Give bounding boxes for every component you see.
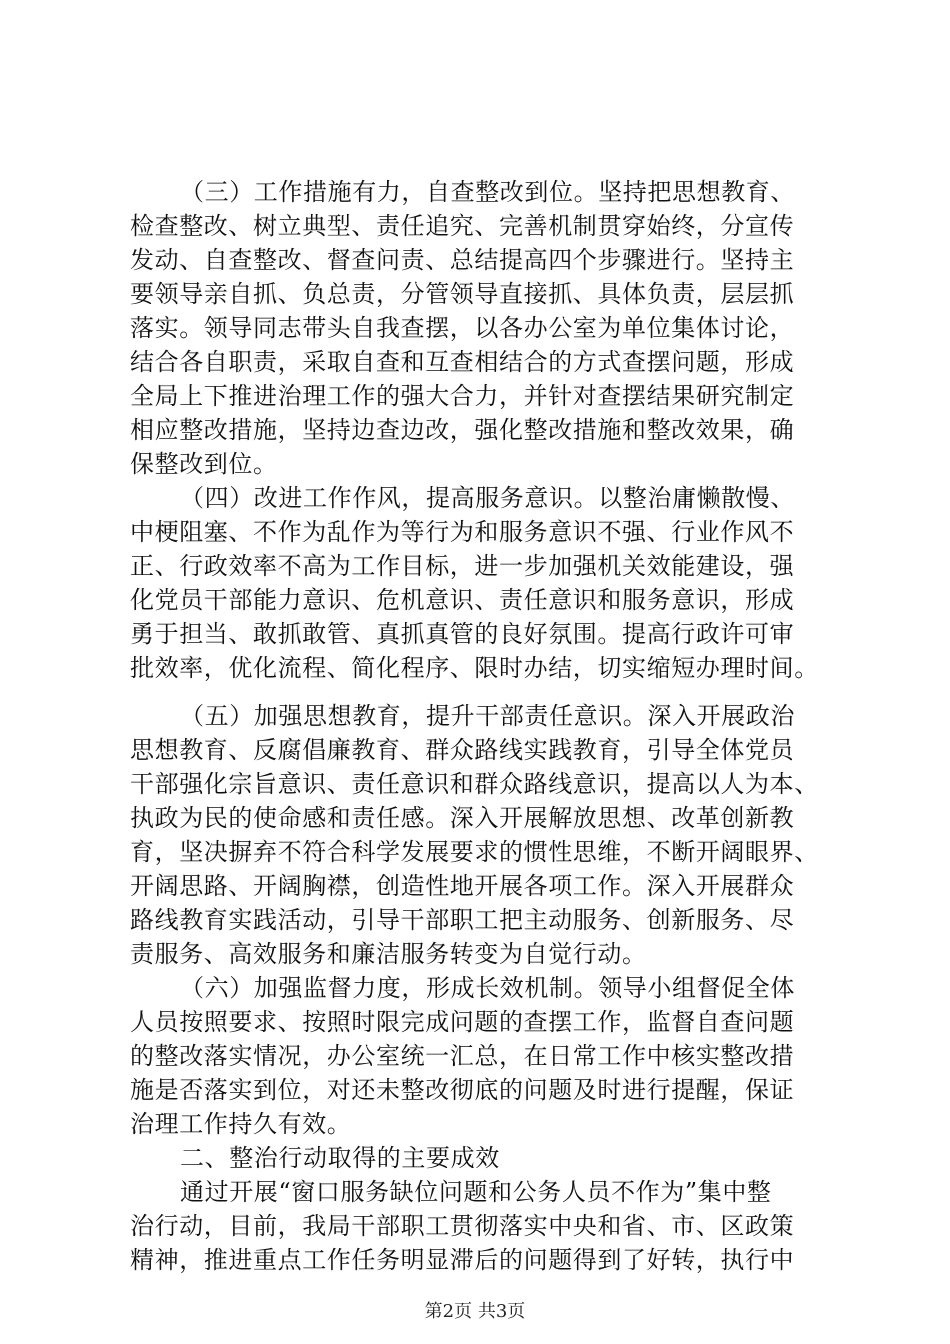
text-line: 执政为民的使命感和责任感。深入开展解放思想、改革创新教 — [130, 804, 795, 832]
text-line: 开阔思路、开阔胸襟，创造性地开展各项工作。深入开展群众 — [130, 872, 795, 900]
text-line: 要领导亲自抓、负总责，分管领导直接抓、具体负责，层层抓 — [130, 280, 795, 308]
text-line: 检查整改、树立典型、责任追究、完善机制贯穿始终，分宣传 — [130, 212, 795, 240]
text-line: 干部强化宗旨意识、责任意识和群众路线意识，提高以人为本、 — [130, 770, 819, 798]
text-line: 正、行政效率不高为工作目标，进一步加强机关效能建设，强 — [130, 552, 795, 580]
text-line: 精神，推进重点工作任务明显滞后的问题得到了好转，执行中 — [130, 1246, 795, 1274]
text-line: 批效率，优化流程、简化程序、限时办结，切实缩短办理时间。 — [130, 654, 819, 682]
text-line: 治理工作持久有效。 — [130, 1110, 352, 1138]
text-line: 思想教育、反腐倡廉教育、群众路线实践教育，引导全体党员 — [130, 736, 795, 764]
text-line: 化党员干部能力意识、危机意识、责任意识和服务意识，形成 — [130, 586, 795, 614]
text-line: 施是否落实到位，对还未整改彻底的问题及时进行提醒，保证 — [130, 1076, 795, 1104]
text-line: 中梗阻塞、不作为乱作为等行为和服务意识不强、行业作风不 — [130, 518, 795, 546]
text-line: 勇于担当、敢抓敢管、真抓真管的良好氛围。提高行政许可审 — [130, 620, 795, 648]
heading-line: 二、整治行动取得的主要成效 — [180, 1144, 500, 1172]
text-line: （六）加强监督力度，形成长效机制。领导小组督促全体 — [180, 974, 795, 1002]
text-line: 全局上下推进治理工作的强大合力，并针对查摆结果研究制定 — [130, 382, 795, 410]
text-line: 路线教育实践活动，引导干部职工把主动服务、创新服务、尽 — [130, 906, 795, 934]
text-line: 治行动，目前，我局干部职工贯彻落实中央和省、市、区政策 — [130, 1212, 795, 1240]
text-line: 落实。领导同志带头自我查摆，以各办公室为单位集体讨论， — [130, 314, 795, 342]
text-line: （五）加强思想教育，提升干部责任意识。深入开展政治 — [180, 702, 795, 730]
page-number-footer: 第2页 共3页 — [424, 1301, 526, 1322]
text-line: 通过开展“窗口服务缺位问题和公务人员不作为”集中整 — [180, 1178, 772, 1206]
text-line: （四）改进工作作风，提高服务意识。以整治庸懒散慢、 — [180, 484, 795, 512]
text-line: 发动、自查整改、督查问责、总结提高四个步骤进行。坚持主 — [130, 246, 795, 274]
text-line: 的整改落实情况，办公室统一汇总，在日常工作中核实整改措 — [130, 1042, 795, 1070]
text-line: （三）工作措施有力，自查整改到位。坚持把思想教育、 — [180, 178, 795, 206]
text-line: 育，坚决摒弃不符合科学发展要求的惯性思维，不断开阔眼界、 — [130, 838, 819, 866]
text-line: 保整改到位。 — [130, 450, 278, 478]
text-line: 责服务、高效服务和廉洁服务转变为自觉行动。 — [130, 940, 647, 968]
text-line: 相应整改措施，坚持边查边改，强化整改措施和整改效果，确 — [130, 416, 795, 444]
text-line: 结合各自职责，采取自查和互查相结合的方式查摆问题，形成 — [130, 348, 795, 376]
text-line: 人员按照要求、按照时限完成问题的查摆工作，监督自查问题 — [130, 1008, 795, 1036]
